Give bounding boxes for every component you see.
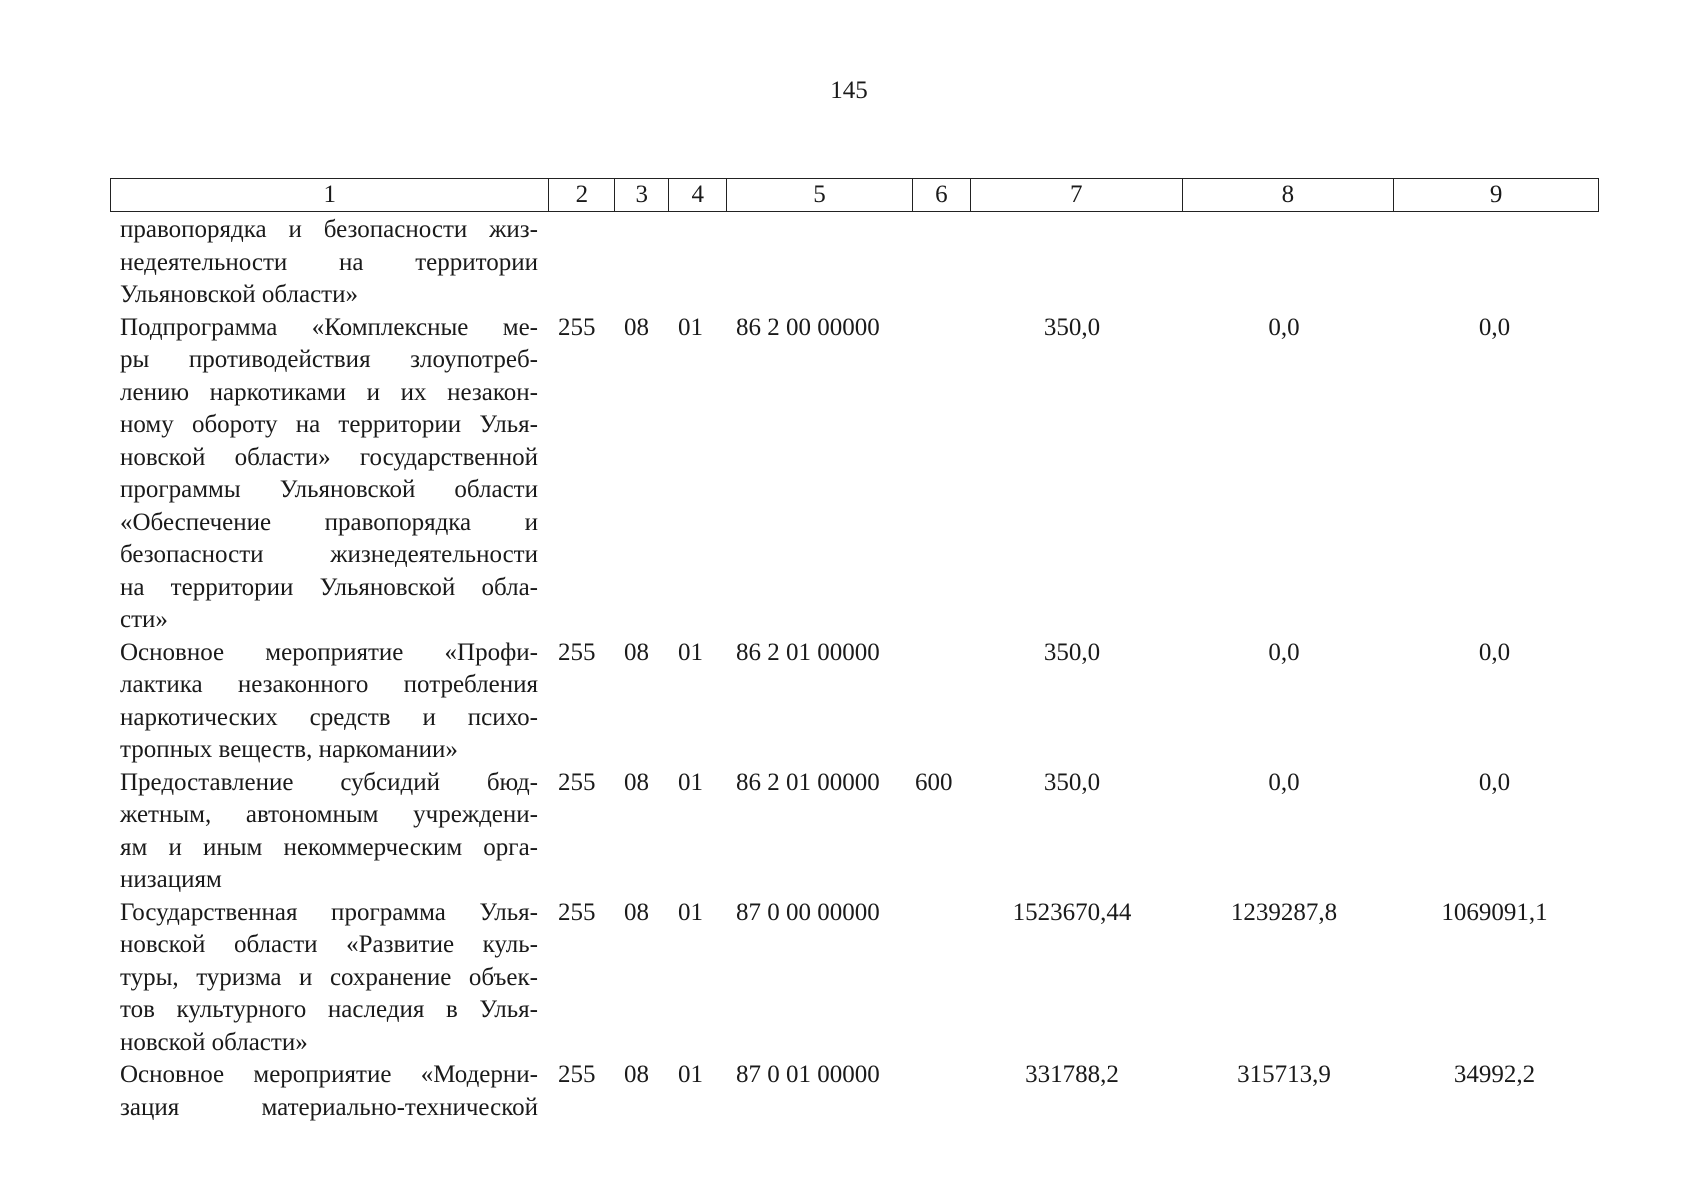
- header-cell-5: 5: [726, 179, 912, 211]
- description-line: жетным, автономным учреждени-: [120, 801, 538, 828]
- header-cell-4: 4: [668, 179, 726, 211]
- description-line: Основное мероприятие «Модерни-: [120, 1061, 538, 1088]
- cell-col-2: 255: [558, 768, 596, 796]
- description-line: наркотических средств и психо-: [120, 703, 538, 731]
- description-line: безопасности жизнедеятельности: [120, 541, 538, 568]
- table-row: [0, 897, 1698, 1060]
- cell-col-9: 0,0: [1478, 768, 1511, 796]
- cell-col-3: 08: [624, 768, 649, 796]
- description-line: Ульяновской области»: [120, 281, 358, 308]
- cell-col-4: 01: [678, 768, 703, 796]
- header-cell-3: 3: [614, 179, 668, 211]
- description-line: новской области» государственной: [120, 443, 538, 471]
- description-line: лению наркотиками и их незакон-: [120, 378, 538, 406]
- cell-col-8: 0,0: [1268, 638, 1300, 666]
- cell-col-8: 315713,9: [1237, 1061, 1331, 1088]
- cell-col-3: 08: [624, 313, 649, 341]
- page-number: 145: [830, 77, 868, 104]
- cell-col-3: 08: [624, 638, 649, 666]
- cell-col-4: 01: [678, 1061, 703, 1088]
- cell-col-6: 600: [915, 768, 953, 796]
- row-description: [120, 897, 538, 1060]
- table-row: [0, 637, 1698, 767]
- description-line: зация материально-технической: [120, 1093, 538, 1121]
- cell-col-4: 01: [678, 313, 703, 341]
- header-cell-6: 6: [912, 179, 970, 211]
- description-line: сти»: [120, 606, 168, 633]
- cell-col-8: 1239287,8: [1230, 898, 1338, 926]
- cell-col-7: 1523670,44: [1012, 898, 1132, 926]
- cell-col-3: 08: [624, 1061, 649, 1088]
- description-line: Предоставление субсидий бюд-: [120, 768, 538, 796]
- header-cell-9: 9: [1393, 179, 1598, 211]
- description-line: Подпрограмма «Комплексные ме-: [120, 313, 538, 341]
- header-cell-7: 7: [970, 179, 1182, 211]
- cell-col-2: 255: [558, 638, 596, 666]
- table-row: [0, 214, 1698, 312]
- cell-col-3: 08: [624, 898, 649, 926]
- cell-col-5: 87 0 00 00000: [736, 898, 880, 926]
- description-line: лактика незаконного потребления: [120, 671, 538, 698]
- cell-col-9: 0,0: [1478, 313, 1511, 341]
- cell-col-2: 255: [558, 898, 596, 926]
- cell-col-2: 255: [558, 313, 596, 341]
- description-line: ям и иным некоммерческим орга-: [120, 833, 538, 861]
- description-line: ному обороту на территории Улья-: [120, 411, 538, 438]
- cell-col-7: 350,0: [1043, 313, 1101, 341]
- cell-col-7: 331788,2: [1025, 1061, 1119, 1088]
- row-description: [120, 767, 538, 897]
- description-line: на территории Ульяновской обла-: [120, 573, 538, 601]
- description-line: ры противодействия злоупотреб-: [120, 346, 538, 373]
- table-body: [0, 214, 1698, 1124]
- cell-col-5: 86 2 00 00000: [736, 313, 880, 341]
- table-header-row: [110, 178, 1599, 212]
- cell-col-4: 01: [678, 898, 703, 926]
- row-description: [120, 312, 538, 637]
- row-description: [120, 637, 538, 767]
- cell-col-7: 350,0: [1043, 638, 1101, 666]
- description-line: Основное мероприятие «Профи-: [120, 638, 538, 666]
- cell-col-9: 34992,2: [1453, 1061, 1536, 1088]
- cell-col-2: 255: [558, 1061, 596, 1088]
- description-line: программы Ульяновской области: [120, 476, 538, 503]
- cell-col-7: 350,0: [1043, 768, 1101, 796]
- cell-col-5: 86 2 01 00000: [736, 638, 880, 666]
- table-row: [0, 312, 1698, 637]
- description-line: низациям: [120, 866, 222, 893]
- cell-col-5: 87 0 01 00000: [736, 1061, 880, 1088]
- header-cell-8: 8: [1182, 179, 1394, 211]
- description-line: туры, туризма и сохранение объек-: [120, 963, 538, 991]
- table-row: [0, 1059, 1698, 1124]
- description-line: новской области «Развитие куль-: [120, 931, 538, 958]
- description-line: тропных веществ, наркомании»: [120, 736, 458, 763]
- cell-col-9: 1069091,1: [1441, 898, 1548, 926]
- cell-col-8: 0,0: [1268, 768, 1300, 796]
- cell-col-9: 0,0: [1478, 638, 1511, 666]
- header-cell-2: 2: [548, 179, 614, 211]
- row-description: [120, 214, 538, 312]
- description-line: недеятельности на территории: [120, 248, 538, 276]
- description-line: новской области»: [120, 1028, 308, 1056]
- cell-col-5: 86 2 01 00000: [736, 768, 880, 796]
- row-description: [120, 1059, 538, 1124]
- description-line: Государственная программа Улья-: [120, 898, 538, 926]
- description-line: «Обеспечение правопорядка и: [120, 508, 538, 536]
- cell-col-4: 01: [678, 638, 703, 666]
- header-cell-1: 1: [323, 181, 336, 208]
- description-line: тов культурного наследия в Улья-: [120, 996, 538, 1023]
- table-row: [0, 767, 1698, 897]
- description-line: правопорядка и безопасности жиз-: [120, 216, 538, 243]
- cell-col-8: 0,0: [1268, 313, 1300, 341]
